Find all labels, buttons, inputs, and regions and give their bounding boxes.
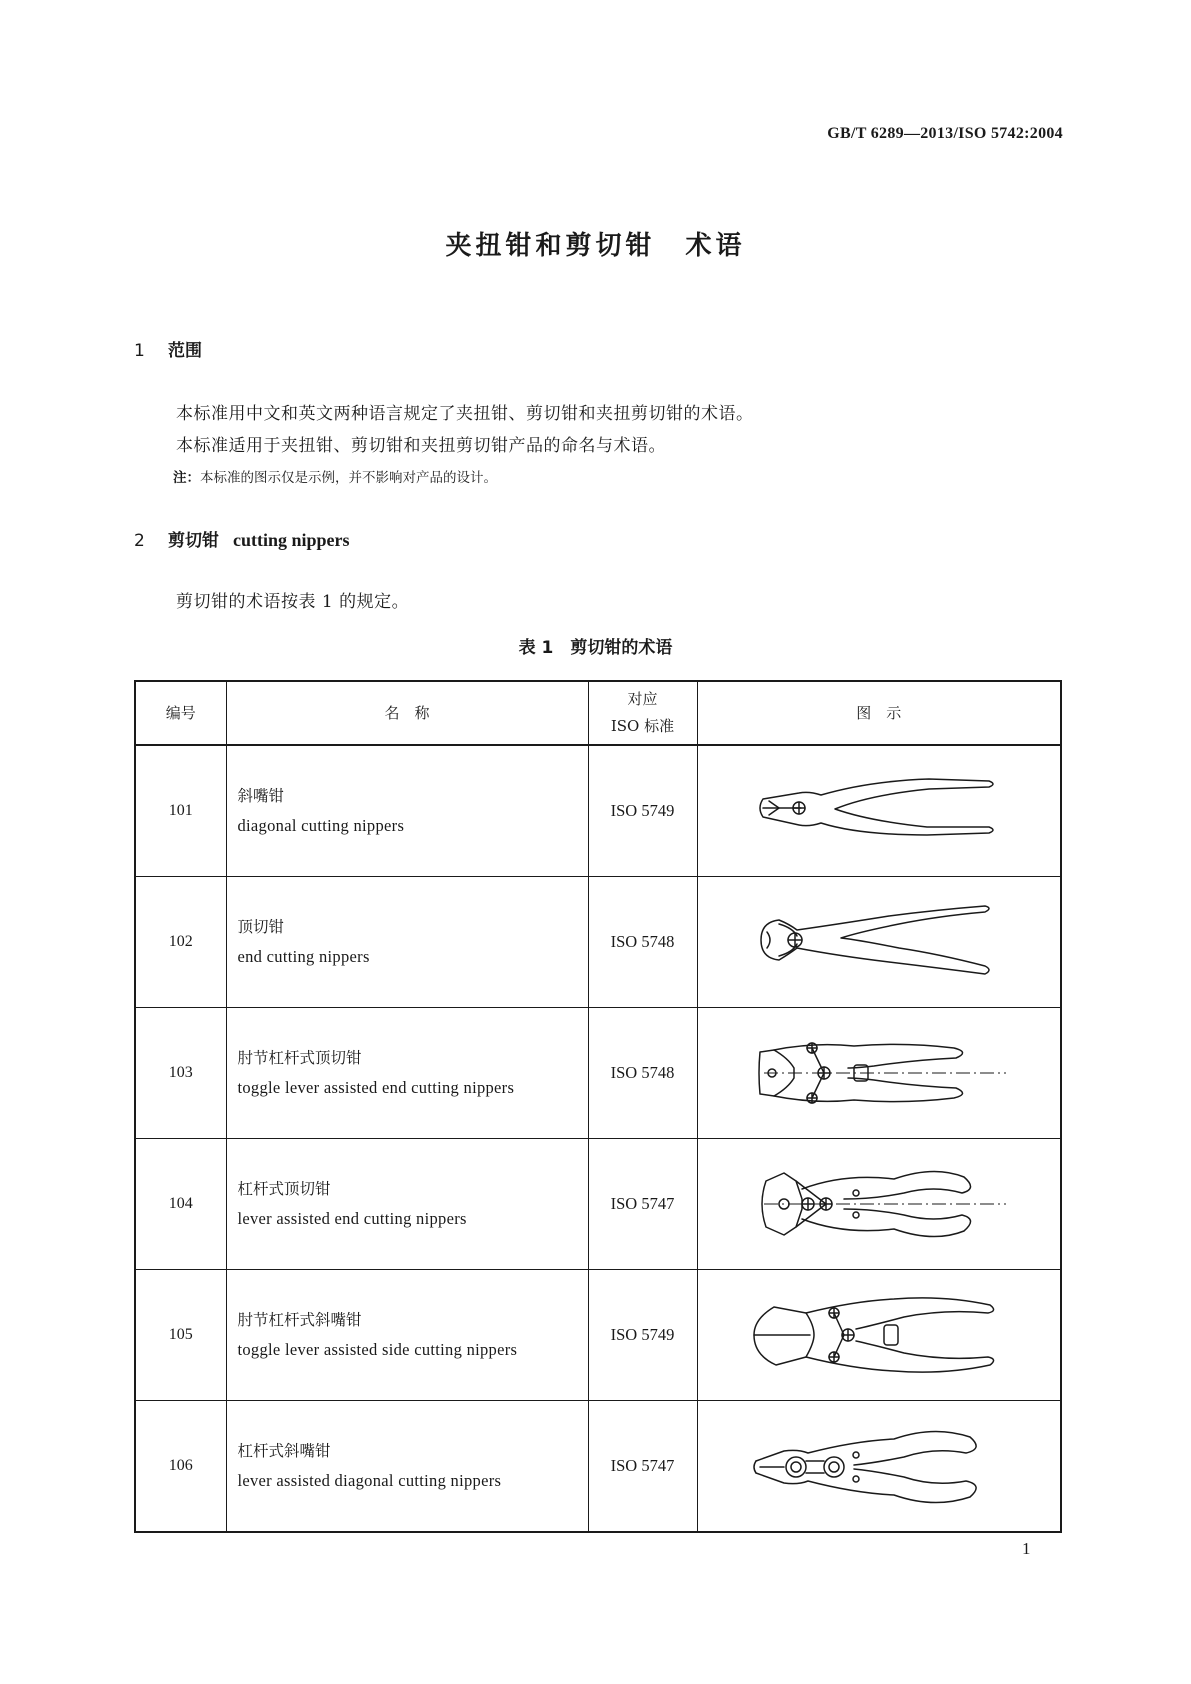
document-title: 夹扭钳和剪切钳 术语 bbox=[445, 231, 746, 261]
row-number: 105 bbox=[135, 1270, 226, 1401]
table-row bbox=[135, 1139, 1061, 1270]
scope-paragraph-2: 本标准适用于夹扭钳、剪切钳和夹扭剪切钳产品的命名与术语。 bbox=[176, 436, 666, 456]
section-1-heading bbox=[134, 336, 202, 361]
row-iso: ISO 5748 bbox=[588, 1008, 697, 1139]
table-row bbox=[135, 1008, 1061, 1139]
row-iso: ISO 5747 bbox=[588, 1139, 697, 1270]
row-iso: ISO 5747 bbox=[588, 1401, 697, 1533]
row-name-en: lever assisted end cutting nippers bbox=[237, 1209, 467, 1228]
row-iso: ISO 5749 bbox=[588, 745, 697, 877]
row-number: 102 bbox=[135, 877, 226, 1008]
section-1-title: 范围 bbox=[168, 341, 202, 361]
section-2-number: 2 bbox=[134, 531, 145, 551]
row-name-cn: 杠杆式斜嘴钳 bbox=[237, 1442, 331, 1460]
table-row bbox=[135, 1270, 1061, 1401]
row-name bbox=[226, 1270, 588, 1401]
header-name: 名 称 bbox=[226, 681, 588, 745]
table-header-row bbox=[135, 681, 1061, 745]
section-2-title-en: cutting nippers bbox=[233, 530, 350, 550]
row-number: 103 bbox=[135, 1008, 226, 1139]
row-name-cn: 顶切钳 bbox=[237, 918, 285, 936]
row-figure bbox=[697, 1401, 1061, 1533]
note-text: 本标准的图示仅是示例，并不影响对产品的设计。 bbox=[200, 470, 497, 486]
terms-table bbox=[134, 680, 1062, 1533]
row-number: 106 bbox=[135, 1401, 226, 1533]
toggle-lever-end-cutting-nippers-drawing bbox=[744, 1028, 1014, 1118]
row-name-cn: 肘节杠杆式顶切钳 bbox=[237, 1049, 362, 1067]
standard-code: GB/T 6289—2013/ISO 5742:2004 bbox=[827, 125, 1063, 142]
row-figure bbox=[697, 1008, 1061, 1139]
toggle-lever-side-cutting-nippers-drawing bbox=[744, 1285, 1014, 1385]
row-name-en: end cutting nippers bbox=[237, 947, 370, 966]
row-name-en: diagonal cutting nippers bbox=[237, 816, 405, 835]
row-name bbox=[226, 1401, 588, 1533]
header-no: 编号 bbox=[135, 681, 226, 745]
row-figure bbox=[697, 1270, 1061, 1401]
row-name bbox=[226, 877, 588, 1008]
note-label: 注： bbox=[173, 470, 200, 486]
row-name-en: toggle lever assisted end cutting nippers bbox=[237, 1078, 515, 1097]
row-name bbox=[226, 1139, 588, 1270]
section-2-title-cn: 剪切钳 bbox=[168, 531, 219, 551]
row-iso: ISO 5748 bbox=[588, 877, 697, 1008]
section-2-heading bbox=[134, 526, 350, 551]
header-iso-line1: 对应 bbox=[627, 690, 658, 708]
row-figure bbox=[697, 877, 1061, 1008]
row-number: 104 bbox=[135, 1139, 226, 1270]
diagonal-cutting-nippers-drawing bbox=[749, 771, 1009, 851]
table-row bbox=[135, 877, 1061, 1008]
header-figure: 图 示 bbox=[697, 681, 1061, 745]
header-iso bbox=[588, 681, 697, 745]
row-number: 101 bbox=[135, 745, 226, 877]
row-name-cn: 杠杆式顶切钳 bbox=[237, 1180, 331, 1198]
table-caption: 表 1 剪切钳的术语 bbox=[518, 638, 673, 658]
table-row bbox=[135, 1401, 1061, 1533]
row-name bbox=[226, 745, 588, 877]
header-iso-line2: ISO 标准 bbox=[610, 717, 675, 735]
row-iso: ISO 5749 bbox=[588, 1270, 697, 1401]
end-cutting-nippers-drawing bbox=[749, 902, 1009, 982]
row-name bbox=[226, 1008, 588, 1139]
row-name-cn: 肘节杠杆式斜嘴钳 bbox=[237, 1311, 362, 1329]
lever-diagonal-cutting-nippers-drawing bbox=[744, 1421, 1014, 1511]
scope-paragraph-1: 本标准用中文和英文两种语言规定了夹扭钳、剪切钳和夹扭剪切钳的术语。 bbox=[176, 404, 754, 424]
section-1-number: 1 bbox=[134, 341, 145, 361]
scope-note bbox=[173, 466, 497, 486]
row-name-en: lever assisted diagonal cutting nippers bbox=[237, 1471, 502, 1490]
section-2-intro: 剪切钳的术语按表 1 的规定。 bbox=[176, 592, 410, 612]
row-figure bbox=[697, 745, 1061, 877]
row-name-cn: 斜嘴钳 bbox=[237, 787, 285, 805]
row-name-en: toggle lever assisted side cutting nippers bbox=[237, 1340, 518, 1359]
lever-end-cutting-nippers-drawing bbox=[744, 1159, 1014, 1249]
table-row bbox=[135, 745, 1061, 877]
page-number: 1 bbox=[1022, 1539, 1031, 1558]
row-figure bbox=[697, 1139, 1061, 1270]
